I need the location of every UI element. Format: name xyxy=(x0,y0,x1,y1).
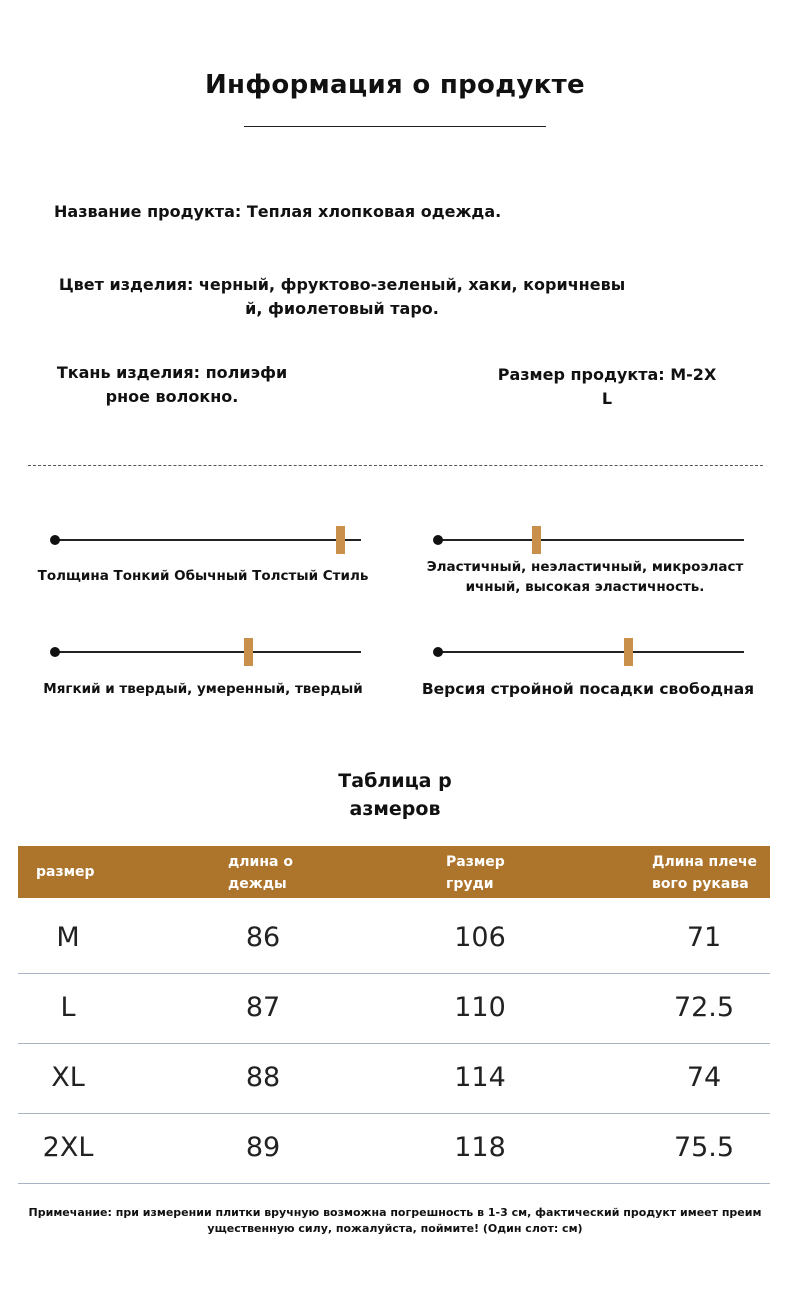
header-sleeve: Длина плече вого рукава xyxy=(652,854,758,892)
elasticity-slider xyxy=(438,524,744,554)
cell-size: XL xyxy=(51,1062,85,1093)
cell-length: 89 xyxy=(245,1132,281,1163)
cell-length: 88 xyxy=(245,1062,281,1093)
table-row xyxy=(18,1113,770,1184)
softness-label: Мягкий и твердый, умеренный, твердый xyxy=(43,681,363,697)
softness-slider xyxy=(55,636,361,666)
cell-length: 86 xyxy=(245,922,281,953)
slider-track xyxy=(55,651,361,653)
table-row xyxy=(18,903,770,974)
measurement-note: Примечание: при измерении плитки вручную возможна погрешность в 1-3 см, фактический продукт имеет преим ущественную силу, пожалуйста, поймите! (Один слот: см) xyxy=(28,1206,762,1235)
slider-start-dot xyxy=(433,647,443,657)
cell-chest: 114 xyxy=(454,1062,506,1093)
header-size: размер xyxy=(36,864,95,880)
size-table-header xyxy=(18,846,770,898)
thickness-slider xyxy=(55,524,361,554)
fit-label: Версия стройной посадки свободная xyxy=(421,680,755,698)
product-fabric: Ткань изделия: полиэфи рное волокно. xyxy=(56,363,288,406)
fit-slider xyxy=(438,636,744,666)
slider-track xyxy=(438,539,744,541)
elasticity-label: Эластичный, неэластичный, микроэласт ичный, высокая эластичность. xyxy=(426,559,744,595)
header-chest: Размер груди xyxy=(446,854,505,892)
slider-track xyxy=(55,539,361,541)
cell-sleeve: 74 xyxy=(686,1062,722,1093)
cell-size: M xyxy=(56,922,80,953)
table-row xyxy=(18,973,770,1044)
slider-marker xyxy=(244,638,253,666)
slider-marker xyxy=(624,638,633,666)
cell-chest: 106 xyxy=(454,922,506,953)
title-divider xyxy=(244,126,546,127)
cell-size: 2XL xyxy=(42,1132,94,1163)
page-title: Информация о продукте xyxy=(205,70,585,100)
slider-start-dot xyxy=(50,647,60,657)
slider-start-dot xyxy=(50,535,60,545)
product-size: Размер продукта: M-2X L xyxy=(497,365,717,408)
cell-size: L xyxy=(60,992,76,1023)
table-row xyxy=(18,1043,770,1114)
slider-track xyxy=(438,651,744,653)
cell-sleeve: 75.5 xyxy=(673,1132,735,1163)
size-table-title: Таблица р азмеров xyxy=(338,770,452,820)
section-divider xyxy=(28,465,763,466)
cell-chest: 118 xyxy=(454,1132,506,1163)
cell-sleeve: 71 xyxy=(686,922,722,953)
slider-marker xyxy=(336,526,345,554)
product-color: Цвет изделия: черный, фруктово-зеленый, хаки, коричневы й, фиолетовый таро. xyxy=(58,275,626,318)
header-length: длина о дежды xyxy=(228,854,293,892)
product-name: Название продукта: Теплая хлопковая одежда. xyxy=(54,202,502,221)
cell-sleeve: 72.5 xyxy=(673,992,735,1023)
cell-chest: 110 xyxy=(454,992,506,1023)
slider-start-dot xyxy=(433,535,443,545)
thickness-label: Толщина Тонкий Обычный Толстый Стиль xyxy=(37,568,369,584)
slider-marker xyxy=(532,526,541,554)
cell-length: 87 xyxy=(245,992,281,1023)
